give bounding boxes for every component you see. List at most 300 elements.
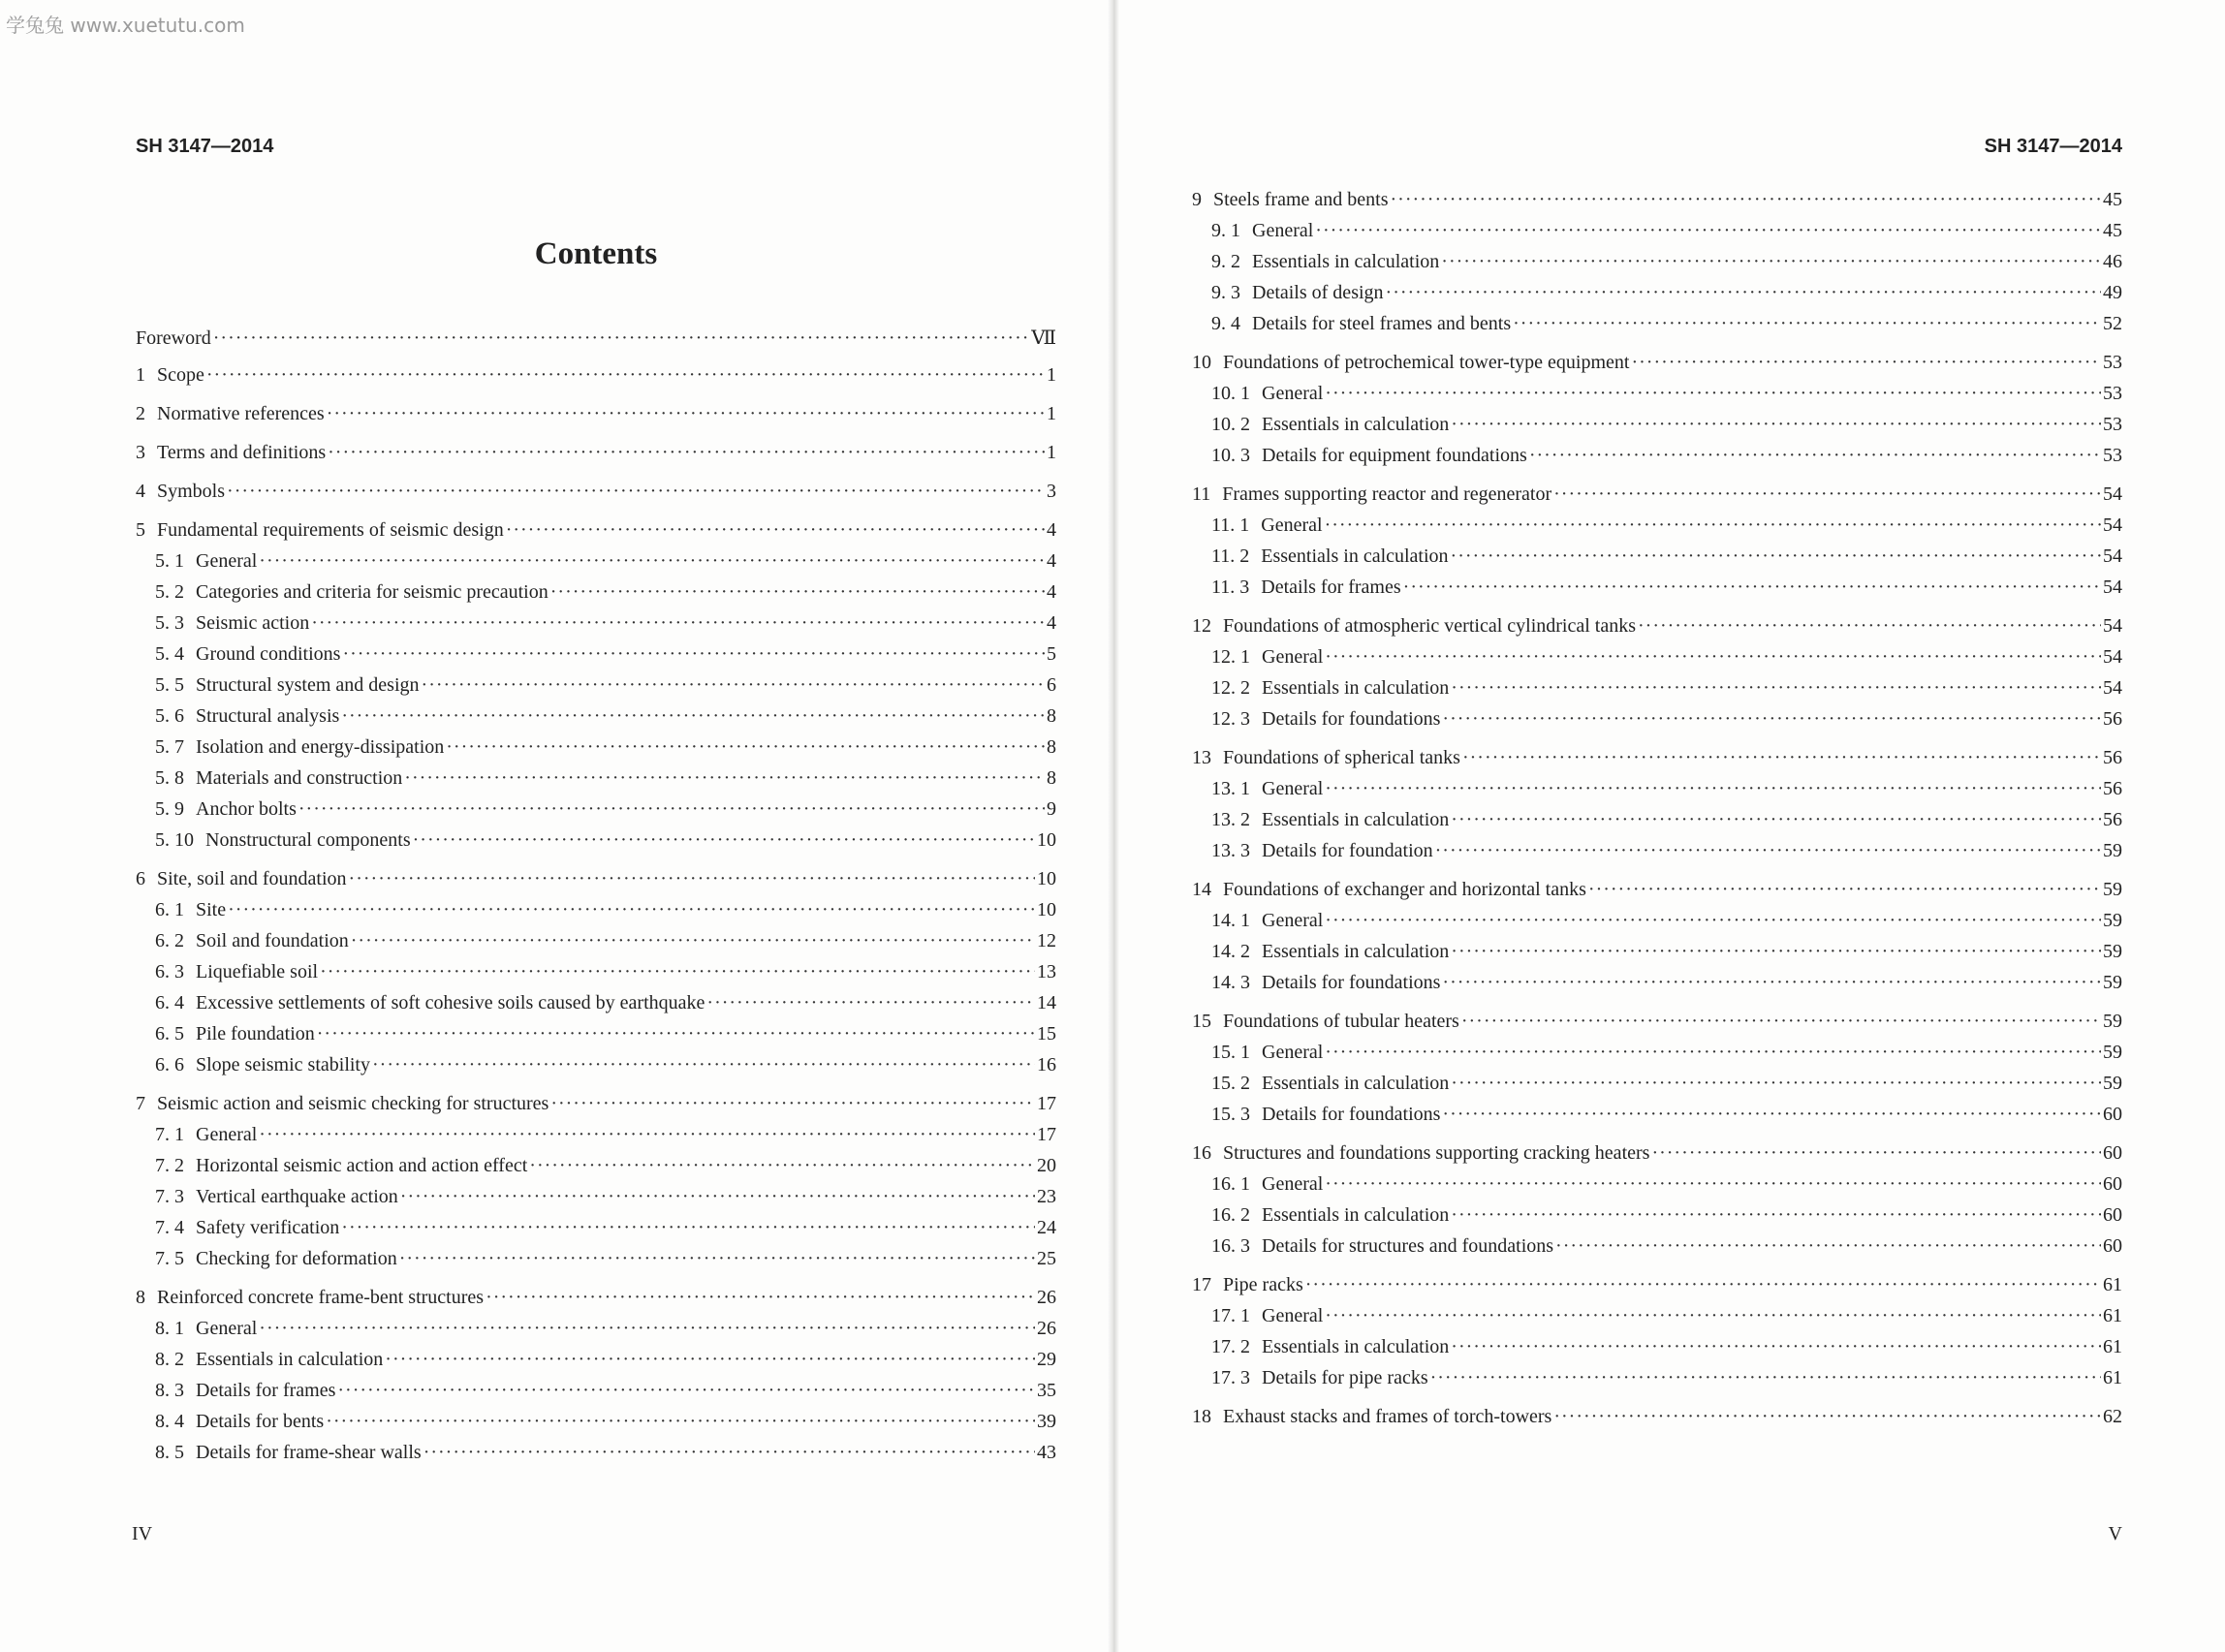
toc-entry-title: Essentials in calculation <box>1262 809 1450 830</box>
toc-entry-title: Essentials in calculation <box>1262 1336 1450 1357</box>
toc-entry-title: Categories and criteria for seismic precaution <box>196 581 548 603</box>
toc-entry-number: 12. 3 <box>1211 708 1250 730</box>
toc-entry-page: 26 <box>1037 1287 1056 1308</box>
toc-section-entry[interactable] <box>136 1411 1056 1442</box>
toc-entry-title: Foundations of tubular heaters <box>1223 1011 1459 1032</box>
toc-section-entry[interactable] <box>1192 677 2122 708</box>
dot-leader <box>1325 1173 2101 1196</box>
toc-chapter-entry[interactable] <box>136 868 1056 899</box>
toc-entry-number: 11. 2 <box>1211 545 1250 567</box>
toc-entry-title: Structural system and design <box>196 674 420 696</box>
toc-entry-title: Terms and definitions <box>157 442 327 463</box>
dot-leader <box>1451 1073 2101 1095</box>
toc-entry-title: Anchor bolts <box>196 798 297 820</box>
toc-entry-number: 9. 3 <box>1211 282 1240 303</box>
toc-entry-page: 6 <box>1047 674 1056 696</box>
dot-leader <box>326 1411 1035 1433</box>
toc-section-entry[interactable] <box>136 1217 1056 1248</box>
toc-entry-title: Excessive settlements of soft cohesive soils caused by earthquake <box>196 992 705 1013</box>
toc-entry-page: 39 <box>1037 1411 1056 1432</box>
toc-entry-title: Horizontal seismic action and action effect <box>196 1155 528 1176</box>
toc-entry-page: 52 <box>2103 313 2122 334</box>
toc-section-entry[interactable] <box>136 1186 1056 1217</box>
toc-entry-page: 4 <box>1047 581 1056 603</box>
toc-entry-page: 59 <box>2103 879 2122 900</box>
toc-section-entry[interactable] <box>136 581 1056 612</box>
dot-leader <box>206 364 1045 387</box>
toc-section-entry[interactable] <box>1192 445 2122 476</box>
toc-entry-number: 6. 3 <box>155 961 184 982</box>
toc-entry-number: 13 <box>1192 747 1211 768</box>
toc-entry-page: 17 <box>1037 1093 1056 1114</box>
toc-section-entry[interactable] <box>1192 646 2122 677</box>
dot-leader <box>337 1380 1035 1402</box>
dot-leader <box>1325 1305 2101 1327</box>
toc-section-entry[interactable] <box>136 1248 1056 1279</box>
toc-entry-number: 16. 2 <box>1211 1204 1250 1226</box>
dot-leader <box>400 1186 1035 1208</box>
toc-entry-number: 7. 5 <box>155 1248 184 1269</box>
dot-leader <box>486 1287 1035 1309</box>
toc-section-entry[interactable] <box>136 1380 1056 1411</box>
toc-section-entry[interactable] <box>136 899 1056 930</box>
toc-entry-number: 14. 3 <box>1211 972 1250 993</box>
toc-section-entry[interactable] <box>136 612 1056 643</box>
dot-leader <box>385 1349 1035 1371</box>
toc-entry-page: 10 <box>1037 899 1056 920</box>
toc-section-entry[interactable] <box>1192 577 2122 608</box>
toc-entry-title: Details for foundations <box>1262 972 1441 993</box>
toc-section-entry[interactable] <box>1192 840 2122 871</box>
dot-leader <box>1435 840 2101 862</box>
toc-entry-number: 5 <box>136 519 145 541</box>
toc-entry-page: 23 <box>1037 1186 1056 1207</box>
dot-leader <box>1325 778 2101 800</box>
toc-chapter-entry[interactable] <box>1192 1406 2122 1437</box>
dot-leader <box>706 992 1035 1014</box>
toc-entry-title: General <box>1262 1173 1324 1195</box>
dot-leader <box>1430 1367 2101 1389</box>
toc-entry-number: 16. 1 <box>1211 1173 1250 1195</box>
dot-leader <box>550 581 1045 604</box>
toc-section-entry[interactable] <box>136 1023 1056 1054</box>
toc-entry-title: General <box>196 1124 258 1145</box>
toc-entry-number: 5. 7 <box>155 736 184 758</box>
toc-entry-number: 11 <box>1192 483 1211 505</box>
toc-entry-title: Foundations of spherical tanks <box>1223 747 1460 768</box>
dot-leader <box>1451 545 2101 568</box>
toc-section-entry[interactable] <box>1192 809 2122 840</box>
toc-entry-title: Frames supporting reactor and regenerator <box>1222 483 1552 505</box>
toc-entry-number: 8. 4 <box>155 1411 184 1432</box>
dot-leader <box>372 1054 1035 1076</box>
toc-entry-number: 5. 5 <box>155 674 184 696</box>
toc-section-entry[interactable] <box>1192 1336 2122 1367</box>
dot-leader <box>1386 282 2101 304</box>
dot-leader <box>413 829 1035 852</box>
toc-chapter-entry[interactable] <box>136 364 1056 395</box>
toc-section-entry[interactable] <box>1192 941 2122 972</box>
toc-section-entry[interactable] <box>136 1155 1056 1186</box>
toc-section-entry[interactable] <box>136 961 1056 992</box>
toc-entry-page: 62 <box>2103 1406 2122 1427</box>
page-title: Contents <box>534 236 658 271</box>
toc-chapter-entry[interactable] <box>136 442 1056 473</box>
toc-chapter-entry[interactable] <box>1192 747 2122 778</box>
toc-entry-title: Pile foundation <box>196 1023 315 1044</box>
toc-entry-number: 18 <box>1192 1406 1211 1427</box>
toc-section-entry[interactable] <box>136 767 1056 798</box>
toc-entry-title: Pipe racks <box>1223 1274 1303 1295</box>
right-page <box>1192 0 2122 1652</box>
toc-entry-number: 11. 1 <box>1211 514 1250 536</box>
dot-leader <box>328 442 1045 464</box>
toc-entry-number: 5. 3 <box>155 612 184 634</box>
toc-entry-title: Essentials in calculation <box>1262 1204 1450 1226</box>
dot-leader <box>529 1155 1035 1177</box>
toc-chapter-entry[interactable] <box>1192 615 2122 646</box>
toc-entry-page: 59 <box>2103 1011 2122 1032</box>
toc-section-entry[interactable] <box>136 705 1056 736</box>
toc-entry-title: Details for foundations <box>1262 1104 1441 1125</box>
toc-section-entry[interactable] <box>136 1349 1056 1380</box>
toc-chapter-entry[interactable] <box>136 1287 1056 1318</box>
dot-leader <box>1442 1104 2101 1126</box>
dot-leader <box>320 961 1035 983</box>
toc-entry-title: Details for foundation <box>1262 840 1433 861</box>
dot-leader <box>1325 646 2101 669</box>
toc-entry-page: 8 <box>1047 767 1056 789</box>
toc-entry-number: 5. 1 <box>155 550 184 572</box>
toc-entry-page: 24 <box>1037 1217 1056 1238</box>
dot-leader <box>1461 1011 2101 1033</box>
toc-entry-page: 13 <box>1037 961 1056 982</box>
toc-entry-number: 9. 4 <box>1211 313 1240 334</box>
toc-entry-number: 17. 1 <box>1211 1305 1250 1326</box>
toc-section-entry[interactable] <box>1192 282 2122 313</box>
toc-section-entry[interactable] <box>1192 1204 2122 1235</box>
toc-entry-page: 53 <box>2103 414 2122 435</box>
toc-entry-page: 8 <box>1047 736 1056 758</box>
toc-entry-page: 61 <box>2103 1367 2122 1388</box>
dot-leader <box>311 612 1045 635</box>
toc-entry-page: 53 <box>2103 352 2122 373</box>
dot-leader <box>327 403 1045 425</box>
toc-entry-title: Foundations of atmospheric vertical cylindrical tanks <box>1223 615 1636 637</box>
toc-entry-number: 2 <box>136 403 145 424</box>
toc-entry-title: Normative references <box>157 403 325 424</box>
toc-entry-title: General <box>196 550 258 572</box>
toc-chapter-entry[interactable] <box>1192 879 2122 910</box>
toc-entry-title: Site, soil and foundation <box>157 868 347 889</box>
toc-chapter-entry[interactable] <box>1192 483 2122 514</box>
dot-leader <box>317 1023 1035 1045</box>
toc-entry-title: Details for frames <box>196 1380 336 1401</box>
toc-entry-page: 46 <box>2103 251 2122 272</box>
toc-section-entry[interactable] <box>136 1318 1056 1349</box>
toc-section-entry[interactable] <box>1192 545 2122 577</box>
toc-entry-number: 14. 1 <box>1211 910 1250 931</box>
toc-entry-number: 6. 2 <box>155 930 184 951</box>
toc-entry-page: 5 <box>1047 643 1056 665</box>
toc-entry-number: 4 <box>136 481 145 502</box>
toc-entry-title: Fundamental requirements of seismic design <box>157 519 504 541</box>
dot-leader <box>228 899 1035 921</box>
toc-section-entry[interactable] <box>136 1124 1056 1155</box>
dot-leader <box>506 519 1045 542</box>
toc-entry-title: Site <box>196 899 227 920</box>
toc-chapter-entry[interactable] <box>136 1093 1056 1124</box>
dot-leader <box>1451 1336 2101 1358</box>
dot-leader <box>1529 445 2101 467</box>
page-number: IV <box>132 1523 153 1544</box>
toc-entry-title: Structural analysis <box>196 705 340 727</box>
toc-section-entry[interactable] <box>136 736 1056 767</box>
dot-leader <box>1305 1274 2101 1296</box>
dot-leader <box>1391 189 2102 211</box>
watermark: 学兔兔 www.xuetutu.com <box>6 14 245 37</box>
toc-entry-number: 15. 3 <box>1211 1104 1250 1125</box>
toc-entry-page: 56 <box>2103 778 2122 799</box>
toc-section-entry[interactable] <box>136 1442 1056 1473</box>
toc-section-entry[interactable] <box>136 798 1056 829</box>
left-page <box>132 0 1056 1652</box>
toc-entry-title: General <box>196 1318 258 1339</box>
toc-section-entry[interactable] <box>1192 1305 2122 1336</box>
toc-chapter-entry[interactable] <box>1192 1274 2122 1305</box>
toc-section-entry[interactable] <box>136 643 1056 674</box>
toc-entry-page: 59 <box>2103 840 2122 861</box>
toc-entry-title: General <box>1262 1042 1324 1063</box>
toc-section-entry[interactable] <box>136 1054 1056 1085</box>
dot-leader <box>1638 615 2101 638</box>
dot-leader <box>1631 352 2101 374</box>
toc-entry-title: Liquefiable soil <box>196 961 319 982</box>
toc-entry-page: 60 <box>2103 1104 2122 1125</box>
toc-entry-number: 5. 4 <box>155 643 184 665</box>
toc-entry-title: Essentials in calculation <box>1252 251 1440 272</box>
dot-leader <box>1451 414 2101 436</box>
toc-entry-number: 5. 6 <box>155 705 184 727</box>
toc-entry-title: Details for equipment foundations <box>1262 445 1527 466</box>
toc-entry-number: 12. 2 <box>1211 677 1250 699</box>
dot-leader <box>213 327 1029 350</box>
toc-entry-page: 45 <box>2103 189 2122 210</box>
toc-entry-page: 25 <box>1037 1248 1056 1269</box>
toc-entry-title: Essentials in calculation <box>1261 545 1449 567</box>
dot-leader <box>1651 1142 2101 1165</box>
toc-entry-title: Nonstructural components <box>205 829 411 851</box>
toc-entry-title: Details of design <box>1252 282 1384 303</box>
toc-entry-page: 53 <box>2103 445 2122 466</box>
toc-entry-title: Essentials in calculation <box>1262 677 1450 699</box>
toc-entry-number: 15 <box>1192 1011 1211 1032</box>
toc-entry-page: 54 <box>2103 577 2122 598</box>
toc-section-entry[interactable] <box>1192 251 2122 282</box>
toc-entry-number: 5. 8 <box>155 767 184 789</box>
toc-section-entry[interactable] <box>1192 972 2122 1003</box>
toc-section-entry[interactable] <box>1192 1104 2122 1135</box>
toc-entry-title: General <box>1252 220 1314 241</box>
toc-entry-number: 7 <box>136 1093 145 1114</box>
dot-leader <box>1588 879 2101 901</box>
toc-chapter-entry[interactable] <box>1192 1011 2122 1042</box>
dot-leader <box>1451 941 2101 963</box>
toc-entry-page: 43 <box>1037 1442 1056 1463</box>
toc-chapter-entry[interactable] <box>136 403 1056 434</box>
toc-entry-page: 35 <box>1037 1380 1056 1401</box>
dot-leader <box>259 550 1045 573</box>
toc-section-entry[interactable] <box>136 674 1056 705</box>
dot-leader <box>404 767 1045 790</box>
toc-entry-title: Soil and foundation <box>196 930 349 951</box>
toc-entry-number: 6 <box>136 868 145 889</box>
toc-section-entry[interactable] <box>136 992 1056 1023</box>
toc-entry-number: 11. 3 <box>1211 577 1250 598</box>
toc-entry-page: 61 <box>2103 1336 2122 1357</box>
toc-entry-number: 7. 1 <box>155 1124 184 1145</box>
dot-leader <box>298 798 1045 821</box>
toc-entry-number: 15. 2 <box>1211 1073 1250 1094</box>
toc-chapter-entry[interactable] <box>1192 352 2122 383</box>
toc-entry-page: 54 <box>2103 615 2122 637</box>
toc-section-entry[interactable] <box>1192 1073 2122 1104</box>
dot-leader <box>259 1124 1035 1146</box>
toc-entry-page: 4 <box>1047 550 1056 572</box>
toc-section-entry[interactable] <box>1192 1042 2122 1073</box>
toc-entry-page: 49 <box>2103 282 2122 303</box>
toc-entry-number: 9 <box>1192 189 1202 210</box>
toc-entry-number: 8 <box>136 1287 145 1308</box>
page-number: V <box>2108 1523 2122 1544</box>
toc-section-entry[interactable] <box>1192 220 2122 251</box>
toc-entry-title: Foundations of petrochemical tower-type equipment <box>1223 352 1630 373</box>
toc-entry-page: 61 <box>2103 1274 2122 1295</box>
dot-leader <box>341 705 1045 728</box>
toc-entry-title: Slope seismic stability <box>196 1054 370 1075</box>
toc-entry-page: 61 <box>2103 1305 2122 1326</box>
toc-section-entry[interactable] <box>1192 1367 2122 1398</box>
dot-leader <box>1325 514 2101 537</box>
toc-entry-number: 5. 9 <box>155 798 184 820</box>
toc-chapter-entry[interactable] <box>1192 1142 2122 1173</box>
toc-entry-page: 53 <box>2103 383 2122 404</box>
dot-leader <box>349 868 1035 890</box>
toc-entry-page: 59 <box>2103 941 2122 962</box>
dot-leader <box>1451 677 2101 700</box>
dot-leader <box>1325 910 2101 932</box>
toc-entry-page: 56 <box>2103 747 2122 768</box>
toc-section-entry[interactable] <box>1192 514 2122 545</box>
toc-entry-page: 1 <box>1047 403 1056 424</box>
toc-section-entry[interactable] <box>1192 708 2122 739</box>
toc-entry-number: 3 <box>136 442 145 463</box>
toc-entry-page: 45 <box>2103 220 2122 241</box>
toc-entry-number: 8. 5 <box>155 1442 184 1463</box>
toc-entry-title: Essentials in calculation <box>1262 941 1450 962</box>
dot-leader <box>259 1318 1035 1340</box>
dot-leader <box>351 930 1035 952</box>
dot-leader <box>1451 1204 2101 1227</box>
toc-entry-title: Isolation and energy-dissipation <box>196 736 445 758</box>
toc-entry-number: 8. 1 <box>155 1318 184 1339</box>
dot-leader <box>1441 251 2101 273</box>
toc-entry-number: 13. 3 <box>1211 840 1250 861</box>
toc-entry-title: Reinforced concrete frame-bent structures <box>157 1287 485 1308</box>
toc-entry-number: 10. 1 <box>1211 383 1250 404</box>
toc-entry-page: 15 <box>1037 1023 1056 1044</box>
toc-chapter-entry[interactable] <box>1192 189 2122 220</box>
toc-entry-number: 16 <box>1192 1142 1211 1164</box>
toc-entry-page: 3 <box>1047 481 1056 502</box>
toc-entry-number: 8. 3 <box>155 1380 184 1401</box>
toc-section-entry[interactable] <box>1192 1173 2122 1204</box>
toc-section-entry[interactable] <box>1192 313 2122 344</box>
toc-section-entry[interactable] <box>136 829 1056 860</box>
toc-list <box>136 326 1056 1473</box>
toc-entry-page: 4 <box>1047 519 1056 541</box>
toc-entry-title: Safety verification <box>196 1217 340 1238</box>
toc-section-entry[interactable] <box>1192 383 2122 414</box>
toc-entry-title: Structures and foundations supporting cracking heaters <box>1223 1142 1650 1164</box>
dot-leader <box>1553 1406 2101 1428</box>
toc-entry-title: Details for bents <box>196 1411 325 1432</box>
toc-entry-page: 1 <box>1047 364 1056 386</box>
dot-leader <box>399 1248 1035 1270</box>
toc-entry-page: 4 <box>1047 612 1056 634</box>
toc-entry-title: General <box>1261 514 1323 536</box>
toc-entry-number: 15. 1 <box>1211 1042 1250 1063</box>
toc-entry-page: 59 <box>2103 972 2122 993</box>
toc-entry-title: Seismic action <box>196 612 310 634</box>
toc-chapter-entry[interactable] <box>136 481 1056 512</box>
toc-section-entry[interactable] <box>1192 1235 2122 1266</box>
dot-leader <box>1325 383 2101 405</box>
toc-entry-title: Essentials in calculation <box>196 1349 384 1370</box>
toc-chapter-entry[interactable] <box>136 326 1056 357</box>
toc-entry-page: 54 <box>2103 646 2122 668</box>
toc-entry-title: Foundations of exchanger and horizontal tanks <box>1223 879 1586 900</box>
toc-entry-number: 7. 2 <box>155 1155 184 1176</box>
toc-entry-page: 10 <box>1037 868 1056 889</box>
standard-code-header: SH 3147—2014 <box>1984 136 2122 157</box>
dot-leader <box>1325 1042 2101 1064</box>
toc-entry-title: Essentials in calculation <box>1262 414 1450 435</box>
toc-section-entry[interactable] <box>1192 778 2122 809</box>
standard-code-header: SH 3147—2014 <box>136 136 274 157</box>
dot-leader <box>446 736 1045 759</box>
toc-entry-page: 8 <box>1047 705 1056 727</box>
toc-section-entry[interactable] <box>1192 414 2122 445</box>
toc-entry-title: Details for foundations <box>1262 708 1441 730</box>
toc-entry-page: 12 <box>1037 930 1056 951</box>
toc-entry-title: Steels frame and bents <box>1213 189 1389 210</box>
toc-section-entry[interactable] <box>136 930 1056 961</box>
toc-entry-title: Vertical earthquake action <box>196 1186 398 1207</box>
toc-section-entry[interactable] <box>136 550 1056 581</box>
toc-entry-title: Essentials in calculation <box>1262 1073 1450 1094</box>
toc-list <box>1192 189 2122 1437</box>
toc-entry-title: Foreword <box>136 327 211 349</box>
toc-entry-title: General <box>1262 1305 1324 1326</box>
toc-chapter-entry[interactable] <box>136 519 1056 550</box>
toc-entry-page: 56 <box>2103 809 2122 830</box>
toc-entry-number: 13. 1 <box>1211 778 1250 799</box>
toc-entry-number: 5. 2 <box>155 581 184 603</box>
toc-entry-page: 9 <box>1047 798 1056 820</box>
toc-section-entry[interactable] <box>1192 910 2122 941</box>
toc-entry-number: 12. 1 <box>1211 646 1250 668</box>
